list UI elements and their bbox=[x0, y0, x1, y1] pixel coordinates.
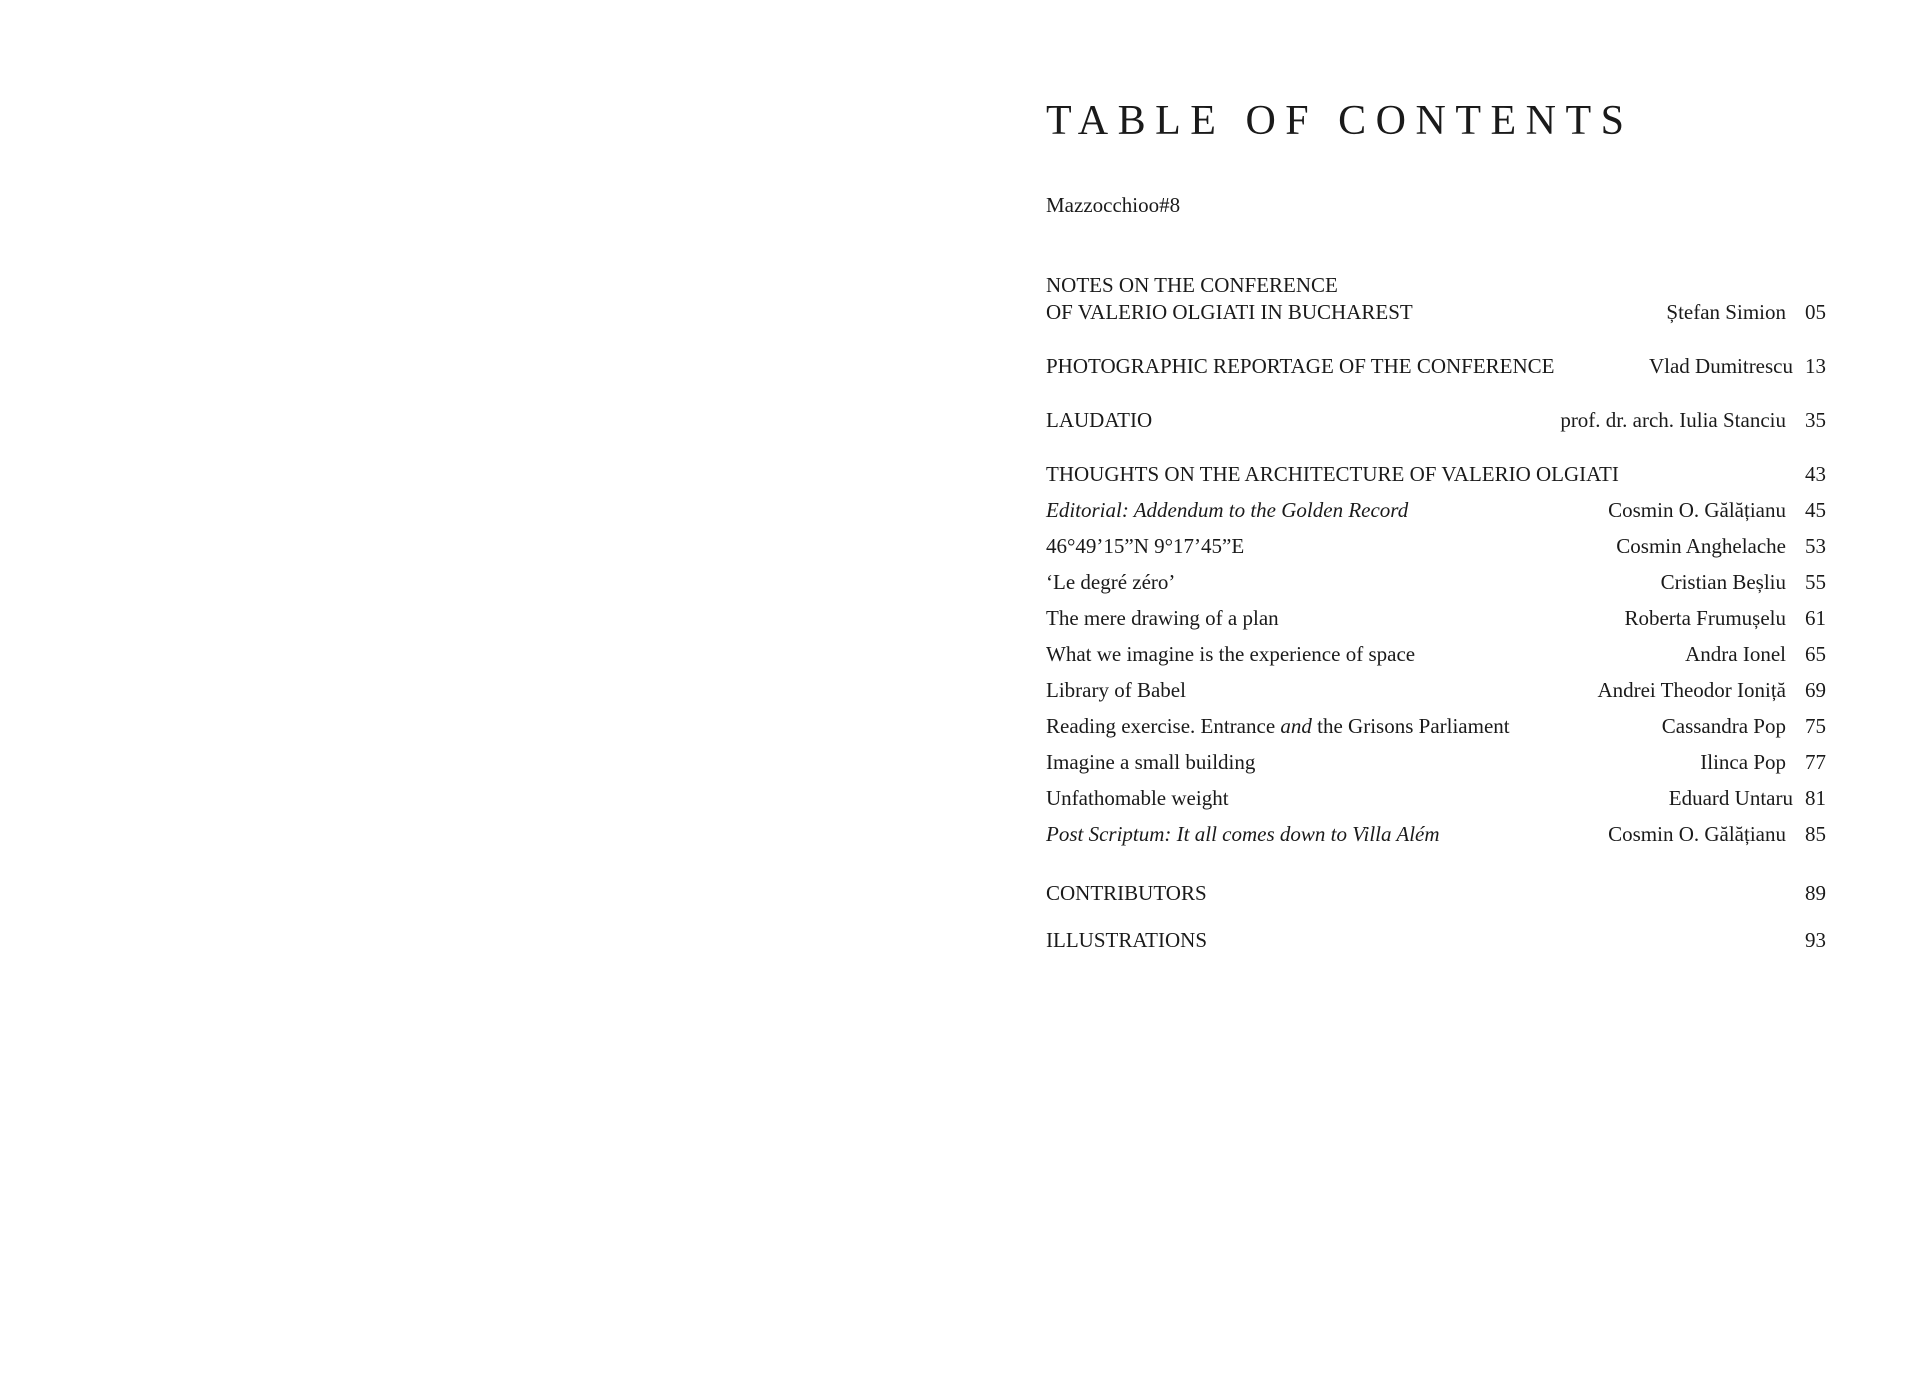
entry-author: Ștefan Simion bbox=[1666, 300, 1786, 324]
entry-title-line: NOTES ON THE CONFERENCE bbox=[1046, 273, 1338, 297]
entry-title: THOUGHTS ON THE ARCHITECTURE OF VALERIO OLGIATI bbox=[1046, 462, 1619, 486]
page-title: TABLE OF CONTENTS bbox=[1046, 98, 1634, 144]
entry-title bbox=[1046, 713, 1510, 740]
entry-page-number: 43 bbox=[1805, 462, 1826, 486]
entry-title: Unfathomable weight bbox=[1046, 786, 1229, 810]
entry-title bbox=[1046, 272, 1413, 326]
entry-title: CONTRIBUTORS bbox=[1046, 881, 1207, 905]
entry-page-number: 69 bbox=[1805, 678, 1826, 702]
entry-title: What we imagine is the experience of space bbox=[1046, 642, 1416, 666]
entry-author: Ilinca Pop bbox=[1700, 750, 1786, 774]
entry-author: Cassandra Pop bbox=[1661, 714, 1786, 738]
toc-entry[interactable] bbox=[1046, 497, 1826, 524]
toc-entry[interactable] bbox=[1046, 605, 1826, 632]
entry-page-number: 93 bbox=[1805, 928, 1826, 952]
entry-page-number: 35 bbox=[1805, 408, 1826, 432]
entry-title: ILLUSTRATIONS bbox=[1046, 928, 1207, 952]
entry-title: ‘Le degré zéro’ bbox=[1046, 570, 1176, 594]
entry-title-part: and bbox=[1280, 714, 1312, 738]
toc-entry[interactable] bbox=[1046, 407, 1826, 434]
entry-title-part: the Grisons Parliament bbox=[1311, 714, 1510, 738]
toc-entry[interactable] bbox=[1046, 569, 1826, 596]
entry-page-number: 61 bbox=[1805, 606, 1826, 630]
entry-title: Post Scriptum: It all comes down to Villa Além bbox=[1046, 822, 1440, 846]
entry-author: Roberta Frumușelu bbox=[1624, 606, 1786, 630]
entry-title: LAUDATIO bbox=[1046, 408, 1153, 432]
toc-entry[interactable] bbox=[1046, 749, 1826, 776]
entry-title: Imagine a small building bbox=[1046, 750, 1256, 774]
toc-entry[interactable] bbox=[1046, 927, 1826, 954]
toc-entry[interactable] bbox=[1046, 353, 1826, 380]
entry-author: Vlad Dumitrescu bbox=[1648, 354, 1793, 378]
entry-page-number: 89 bbox=[1805, 881, 1826, 905]
toc-entry[interactable] bbox=[1046, 785, 1826, 812]
toc-entry[interactable] bbox=[1046, 461, 1826, 488]
entry-page-number: 85 bbox=[1805, 822, 1826, 846]
toc-entry[interactable] bbox=[1046, 272, 1826, 326]
entry-author: Cosmin Anghelache bbox=[1616, 534, 1786, 558]
entry-title: Library of Babel bbox=[1046, 678, 1186, 702]
toc-entry[interactable] bbox=[1046, 641, 1826, 668]
toc-entry[interactable] bbox=[1046, 821, 1826, 848]
entry-page-number: 77 bbox=[1805, 750, 1826, 774]
toc-entry[interactable] bbox=[1046, 533, 1826, 560]
issue-name: Mazzocchioo#8 bbox=[1046, 193, 1181, 217]
entry-title: PHOTOGRAPHIC REPORTAGE OF THE CONFERENCE bbox=[1046, 354, 1555, 378]
entry-title: 46°49’15”N 9°17’45”E bbox=[1046, 534, 1245, 558]
entry-title: The mere drawing of a plan bbox=[1046, 606, 1279, 630]
entry-page-number: 05 bbox=[1805, 300, 1826, 324]
entry-page-number: 75 bbox=[1805, 714, 1826, 738]
toc-entry[interactable] bbox=[1046, 880, 1826, 907]
entry-title-line: OF VALERIO OLGIATI IN BUCHAREST bbox=[1046, 300, 1413, 324]
entry-page-number: 13 bbox=[1805, 354, 1826, 378]
entry-author: Andrei Theodor Ioniță bbox=[1597, 678, 1786, 702]
entry-page-number: 45 bbox=[1805, 498, 1826, 522]
toc-entry[interactable] bbox=[1046, 677, 1826, 704]
entry-author: Cristian Beșliu bbox=[1660, 570, 1786, 594]
entry-title: Editorial: Addendum to the Golden Record bbox=[1046, 498, 1409, 522]
entry-page-number: 53 bbox=[1805, 534, 1826, 558]
entry-title-part: Reading exercise. Entrance bbox=[1046, 714, 1281, 738]
entry-author: Eduard Untaru bbox=[1668, 786, 1793, 810]
toc-entry[interactable] bbox=[1046, 713, 1826, 740]
entry-author: Cosmin O. Gălățianu bbox=[1608, 822, 1786, 846]
entry-page-number: 81 bbox=[1805, 786, 1826, 810]
entry-author: prof. dr. arch. Iulia Stanciu bbox=[1560, 408, 1786, 432]
entry-page-number: 55 bbox=[1805, 570, 1826, 594]
entry-page-number: 65 bbox=[1805, 642, 1826, 666]
entry-author: Cosmin O. Gălățianu bbox=[1608, 498, 1786, 522]
entry-author: Andra Ionel bbox=[1685, 642, 1786, 666]
